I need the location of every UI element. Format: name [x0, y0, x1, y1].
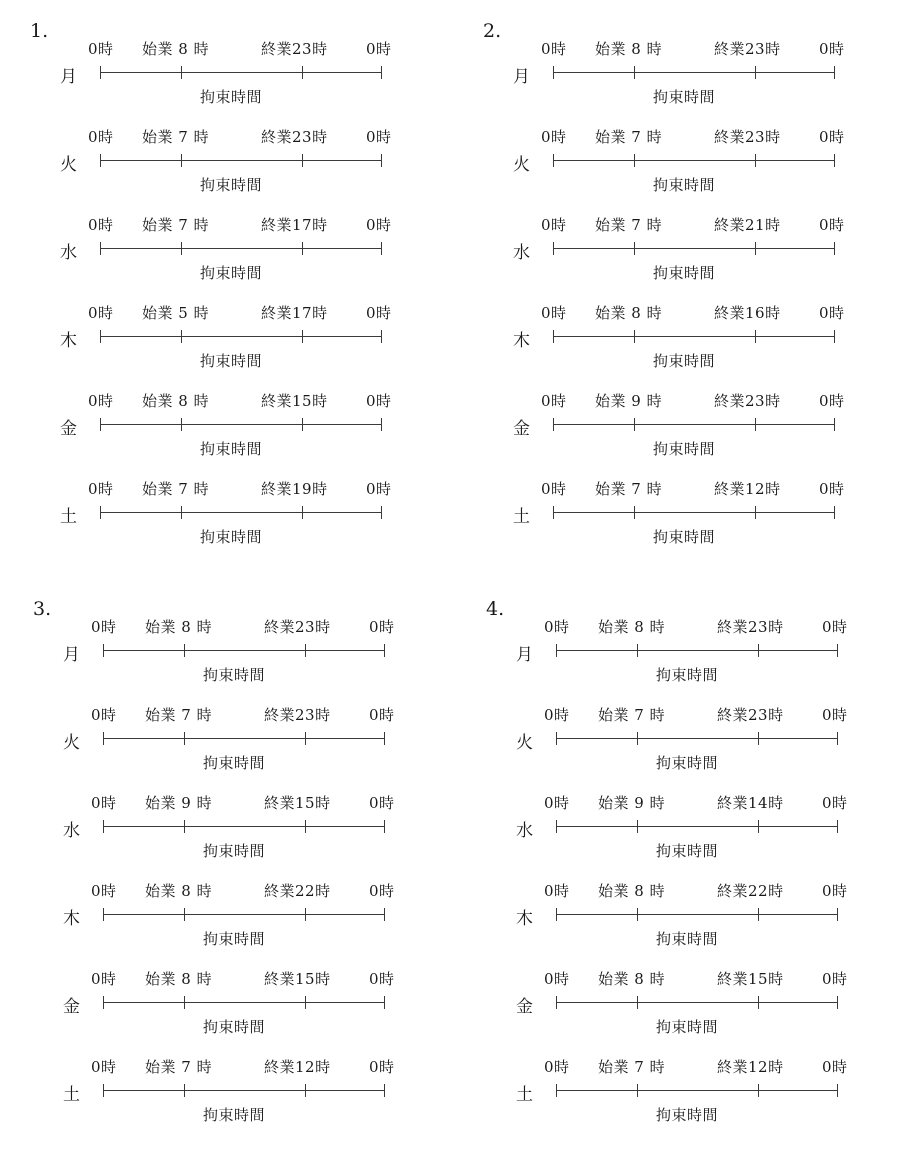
end-time-label: 終業15時 [261, 392, 328, 410]
midnight-end-label: 0時 [369, 706, 395, 724]
midnight-start-label: 0時 [91, 706, 117, 724]
day-timeline [33, 792, 453, 880]
weekday-label: 月 [516, 645, 533, 665]
midnight-start-label: 0時 [91, 794, 117, 812]
start-time-label: 始業 8 時 [142, 40, 210, 58]
tick-mark [100, 418, 101, 431]
start-time-label: 始業 7 時 [142, 480, 210, 498]
tick-mark [302, 418, 303, 431]
tick-mark [834, 506, 835, 519]
timeline-bar [100, 424, 382, 425]
midnight-end-label: 0時 [369, 794, 395, 812]
tick-mark [755, 506, 756, 519]
tick-mark [834, 330, 835, 343]
midnight-end-label: 0時 [819, 392, 845, 410]
weekday-label: 水 [513, 243, 530, 263]
tick-mark [381, 418, 382, 431]
midnight-start-label: 0時 [544, 706, 570, 724]
day-timeline [30, 390, 450, 478]
timeline-bar [553, 336, 835, 337]
tick-mark [837, 644, 838, 657]
tick-mark [556, 732, 557, 745]
restraint-time-label: 拘束時間 [656, 666, 719, 684]
midnight-start-label: 0時 [88, 304, 114, 322]
tick-mark [184, 820, 185, 833]
timeline-bar [103, 738, 385, 739]
tick-mark [381, 242, 382, 255]
weekday-label: 木 [516, 909, 533, 929]
midnight-start-label: 0時 [91, 1058, 117, 1076]
midnight-start-label: 0時 [541, 128, 567, 146]
midnight-start-label: 0時 [88, 392, 114, 410]
tick-mark [302, 66, 303, 79]
day-timeline [486, 880, 900, 968]
weekday-label: 水 [516, 821, 533, 841]
start-time-label: 始業 8 時 [598, 970, 666, 988]
day-timeline [486, 1056, 900, 1144]
start-time-label: 始業 9 時 [598, 794, 666, 812]
tick-mark [637, 644, 638, 657]
tick-mark [758, 820, 759, 833]
day-timeline [486, 792, 900, 880]
end-time-label: 終業22時 [717, 882, 784, 900]
midnight-start-label: 0時 [541, 216, 567, 234]
day-timeline [486, 968, 900, 1056]
end-time-label: 終業16時 [714, 304, 781, 322]
weekday-label: 木 [513, 331, 530, 351]
option-number: 3. [33, 598, 52, 620]
tick-mark [305, 996, 306, 1009]
day-timeline [33, 616, 453, 704]
option-panel-2 [483, 20, 900, 590]
midnight-start-label: 0時 [88, 128, 114, 146]
tick-mark [184, 732, 185, 745]
restraint-time-label: 拘束時間 [200, 528, 263, 546]
timeline-bar [556, 650, 838, 651]
restraint-time-label: 拘束時間 [203, 666, 266, 684]
tick-mark [181, 242, 182, 255]
timeline-bar [100, 512, 382, 513]
end-time-label: 終業23時 [264, 706, 331, 724]
midnight-start-label: 0時 [88, 40, 114, 58]
restraint-time-label: 拘束時間 [653, 528, 716, 546]
timeline-bar [553, 512, 835, 513]
midnight-end-label: 0時 [369, 882, 395, 900]
timeline-bar [100, 72, 382, 73]
restraint-time-label: 拘束時間 [653, 264, 716, 282]
option-number: 1. [30, 20, 49, 42]
end-time-label: 終業22時 [264, 882, 331, 900]
end-time-label: 終業19時 [261, 480, 328, 498]
tick-mark [305, 644, 306, 657]
restraint-time-label: 拘束時間 [203, 842, 266, 860]
day-timeline [483, 390, 900, 478]
tick-mark [634, 330, 635, 343]
day-timeline [30, 302, 450, 390]
day-timeline [30, 126, 450, 214]
end-time-label: 終業23時 [714, 128, 781, 146]
timeline-bar [100, 248, 382, 249]
tick-mark [553, 330, 554, 343]
start-time-label: 始業 7 時 [142, 128, 210, 146]
day-timeline [33, 880, 453, 968]
midnight-end-label: 0時 [822, 882, 848, 900]
weekday-label: 月 [513, 67, 530, 87]
midnight-end-label: 0時 [822, 618, 848, 636]
midnight-end-label: 0時 [819, 128, 845, 146]
weekday-label: 土 [516, 1085, 533, 1105]
tick-mark [181, 154, 182, 167]
midnight-start-label: 0時 [88, 216, 114, 234]
weekday-label: 土 [513, 507, 530, 527]
end-time-label: 終業23時 [714, 40, 781, 58]
restraint-time-label: 拘束時間 [653, 176, 716, 194]
restraint-time-label: 拘束時間 [203, 1106, 266, 1124]
weekday-label: 火 [516, 733, 533, 753]
timeline-bar [556, 1090, 838, 1091]
option-number: 2. [483, 20, 502, 42]
tick-mark [834, 418, 835, 431]
end-time-label: 終業15時 [264, 970, 331, 988]
tick-mark [100, 242, 101, 255]
timeline-bar [553, 160, 835, 161]
start-time-label: 始業 9 時 [145, 794, 213, 812]
tick-mark [834, 242, 835, 255]
weekday-label: 金 [63, 997, 80, 1017]
tick-mark [381, 330, 382, 343]
tick-mark [758, 1084, 759, 1097]
day-timeline [33, 968, 453, 1056]
tick-mark [634, 242, 635, 255]
start-time-label: 始業 7 時 [598, 706, 666, 724]
midnight-start-label: 0時 [541, 40, 567, 58]
tick-mark [184, 996, 185, 1009]
midnight-end-label: 0時 [822, 970, 848, 988]
tick-mark [181, 66, 182, 79]
midnight-start-label: 0時 [544, 970, 570, 988]
tick-mark [837, 820, 838, 833]
timeline-bar [556, 826, 838, 827]
midnight-start-label: 0時 [91, 970, 117, 988]
midnight-start-label: 0時 [91, 882, 117, 900]
tick-mark [556, 908, 557, 921]
timeline-bar [103, 650, 385, 651]
tick-mark [758, 996, 759, 1009]
tick-mark [384, 732, 385, 745]
end-time-label: 終業23時 [261, 40, 328, 58]
tick-mark [755, 330, 756, 343]
weekday-label: 月 [63, 645, 80, 665]
start-time-label: 始業 8 時 [145, 618, 213, 636]
timeline-bar [553, 424, 835, 425]
weekday-label: 水 [60, 243, 77, 263]
restraint-time-label: 拘束時間 [653, 352, 716, 370]
tick-mark [381, 154, 382, 167]
timeline-bar [553, 72, 835, 73]
timeline-bar [553, 248, 835, 249]
weekday-label: 月 [60, 67, 77, 87]
tick-mark [634, 154, 635, 167]
tick-mark [305, 908, 306, 921]
midnight-start-label: 0時 [544, 618, 570, 636]
day-timeline [483, 126, 900, 214]
day-timeline [30, 478, 450, 566]
midnight-start-label: 0時 [544, 1058, 570, 1076]
midnight-end-label: 0時 [822, 794, 848, 812]
tick-mark [384, 908, 385, 921]
tick-mark [837, 1084, 838, 1097]
tick-mark [837, 732, 838, 745]
end-time-label: 終業23時 [714, 392, 781, 410]
tick-mark [553, 154, 554, 167]
tick-mark [384, 820, 385, 833]
end-time-label: 終業23時 [264, 618, 331, 636]
tick-mark [556, 820, 557, 833]
day-timeline [486, 704, 900, 792]
tick-mark [100, 66, 101, 79]
end-time-label: 終業17時 [261, 216, 328, 234]
midnight-end-label: 0時 [366, 392, 392, 410]
tick-mark [637, 996, 638, 1009]
tick-mark [755, 242, 756, 255]
start-time-label: 始業 7 時 [142, 216, 210, 234]
restraint-time-label: 拘束時間 [200, 88, 263, 106]
start-time-label: 始業 8 時 [595, 40, 663, 58]
start-time-label: 始業 7 時 [595, 128, 663, 146]
weekday-label: 火 [63, 733, 80, 753]
tick-mark [637, 820, 638, 833]
day-timeline [483, 478, 900, 566]
day-timeline [30, 38, 450, 126]
weekday-label: 木 [63, 909, 80, 929]
restraint-time-label: 拘束時間 [200, 440, 263, 458]
end-time-label: 終業15時 [717, 970, 784, 988]
restraint-time-label: 拘束時間 [653, 88, 716, 106]
midnight-end-label: 0時 [366, 480, 392, 498]
start-time-label: 始業 8 時 [142, 392, 210, 410]
end-time-label: 終業12時 [717, 1058, 784, 1076]
midnight-start-label: 0時 [544, 882, 570, 900]
tick-mark [755, 418, 756, 431]
tick-mark [556, 996, 557, 1009]
option-number: 4. [486, 598, 505, 620]
tick-mark [184, 1084, 185, 1097]
tick-mark [103, 644, 104, 657]
tick-mark [305, 820, 306, 833]
start-time-label: 始業 8 時 [598, 618, 666, 636]
start-time-label: 始業 8 時 [145, 970, 213, 988]
start-time-label: 始業 9 時 [595, 392, 663, 410]
end-time-label: 終業14時 [717, 794, 784, 812]
restraint-time-label: 拘束時間 [203, 754, 266, 772]
tick-mark [103, 732, 104, 745]
tick-mark [184, 644, 185, 657]
option-panel-1 [30, 20, 460, 590]
timeline-bar [556, 1002, 838, 1003]
start-time-label: 始業 8 時 [595, 304, 663, 322]
tick-mark [834, 154, 835, 167]
tick-mark [305, 1084, 306, 1097]
tick-mark [553, 506, 554, 519]
tick-mark [181, 506, 182, 519]
weekday-label: 金 [516, 997, 533, 1017]
midnight-start-label: 0時 [88, 480, 114, 498]
tick-mark [755, 154, 756, 167]
midnight-end-label: 0時 [822, 706, 848, 724]
tick-mark [837, 996, 838, 1009]
weekday-label: 金 [60, 419, 77, 439]
tick-mark [553, 242, 554, 255]
tick-mark [384, 996, 385, 1009]
end-time-label: 終業23時 [717, 706, 784, 724]
tick-mark [302, 242, 303, 255]
day-timeline [33, 704, 453, 792]
midnight-end-label: 0時 [819, 480, 845, 498]
day-timeline [483, 214, 900, 302]
midnight-start-label: 0時 [544, 794, 570, 812]
midnight-start-label: 0時 [541, 480, 567, 498]
tick-mark [384, 1084, 385, 1097]
tick-mark [100, 506, 101, 519]
tick-mark [755, 66, 756, 79]
tick-mark [103, 820, 104, 833]
tick-mark [302, 330, 303, 343]
midnight-end-label: 0時 [819, 304, 845, 322]
weekday-label: 火 [60, 155, 77, 175]
start-time-label: 始業 8 時 [598, 882, 666, 900]
option-panel-3 [33, 598, 463, 1168]
timeline-bar [100, 336, 382, 337]
midnight-end-label: 0時 [369, 618, 395, 636]
midnight-end-label: 0時 [369, 970, 395, 988]
end-time-label: 終業15時 [264, 794, 331, 812]
midnight-start-label: 0時 [541, 392, 567, 410]
timeline-bar [103, 1002, 385, 1003]
day-timeline [30, 214, 450, 302]
start-time-label: 始業 8 時 [145, 882, 213, 900]
midnight-end-label: 0時 [366, 216, 392, 234]
tick-mark [103, 1084, 104, 1097]
tick-mark [181, 330, 182, 343]
timeline-bar [100, 160, 382, 161]
start-time-label: 始業 7 時 [598, 1058, 666, 1076]
start-time-label: 始業 7 時 [145, 1058, 213, 1076]
restraint-time-label: 拘束時間 [656, 754, 719, 772]
timeline-bar [103, 1090, 385, 1091]
restraint-time-label: 拘束時間 [200, 176, 263, 194]
tick-mark [381, 506, 382, 519]
tick-mark [100, 330, 101, 343]
tick-mark [556, 644, 557, 657]
restraint-time-label: 拘束時間 [203, 930, 266, 948]
midnight-start-label: 0時 [91, 618, 117, 636]
tick-mark [302, 506, 303, 519]
midnight-end-label: 0時 [366, 128, 392, 146]
weekday-label: 金 [513, 419, 530, 439]
start-time-label: 始業 7 時 [145, 706, 213, 724]
day-timeline [33, 1056, 453, 1144]
weekday-label: 火 [513, 155, 530, 175]
restraint-time-label: 拘束時間 [653, 440, 716, 458]
restraint-time-label: 拘束時間 [200, 352, 263, 370]
weekday-label: 木 [60, 331, 77, 351]
start-time-label: 始業 7 時 [595, 480, 663, 498]
tick-mark [758, 908, 759, 921]
weekday-label: 土 [63, 1085, 80, 1105]
end-time-label: 終業12時 [264, 1058, 331, 1076]
start-time-label: 始業 5 時 [142, 304, 210, 322]
end-time-label: 終業12時 [714, 480, 781, 498]
midnight-start-label: 0時 [541, 304, 567, 322]
end-time-label: 終業17時 [261, 304, 328, 322]
tick-mark [553, 418, 554, 431]
midnight-end-label: 0時 [369, 1058, 395, 1076]
tick-mark [103, 908, 104, 921]
weekday-label: 土 [60, 507, 77, 527]
day-timeline [483, 38, 900, 126]
timeline-bar [556, 914, 838, 915]
tick-mark [634, 66, 635, 79]
tick-mark [103, 996, 104, 1009]
tick-mark [384, 644, 385, 657]
day-timeline [486, 616, 900, 704]
midnight-end-label: 0時 [366, 304, 392, 322]
midnight-end-label: 0時 [822, 1058, 848, 1076]
restraint-time-label: 拘束時間 [203, 1018, 266, 1036]
option-panel-4 [486, 598, 900, 1168]
restraint-time-label: 拘束時間 [656, 1018, 719, 1036]
tick-mark [184, 908, 185, 921]
weekday-label: 水 [63, 821, 80, 841]
end-time-label: 終業21時 [714, 216, 781, 234]
tick-mark [637, 732, 638, 745]
midnight-end-label: 0時 [819, 40, 845, 58]
tick-mark [181, 418, 182, 431]
timeline-bar [103, 914, 385, 915]
tick-mark [634, 418, 635, 431]
tick-mark [758, 732, 759, 745]
tick-mark [381, 66, 382, 79]
tick-mark [305, 732, 306, 745]
end-time-label: 終業23時 [261, 128, 328, 146]
tick-mark [637, 908, 638, 921]
tick-mark [302, 154, 303, 167]
timeline-bar [556, 738, 838, 739]
day-timeline [483, 302, 900, 390]
tick-mark [758, 644, 759, 657]
tick-mark [834, 66, 835, 79]
restraint-time-label: 拘束時間 [656, 842, 719, 860]
tick-mark [553, 66, 554, 79]
restraint-time-label: 拘束時間 [656, 930, 719, 948]
end-time-label: 終業23時 [717, 618, 784, 636]
tick-mark [556, 1084, 557, 1097]
midnight-end-label: 0時 [819, 216, 845, 234]
start-time-label: 始業 7 時 [595, 216, 663, 234]
tick-mark [637, 1084, 638, 1097]
timeline-bar [103, 826, 385, 827]
restraint-time-label: 拘束時間 [200, 264, 263, 282]
restraint-time-label: 拘束時間 [656, 1106, 719, 1124]
midnight-end-label: 0時 [366, 40, 392, 58]
tick-mark [100, 154, 101, 167]
tick-mark [837, 908, 838, 921]
tick-mark [634, 506, 635, 519]
